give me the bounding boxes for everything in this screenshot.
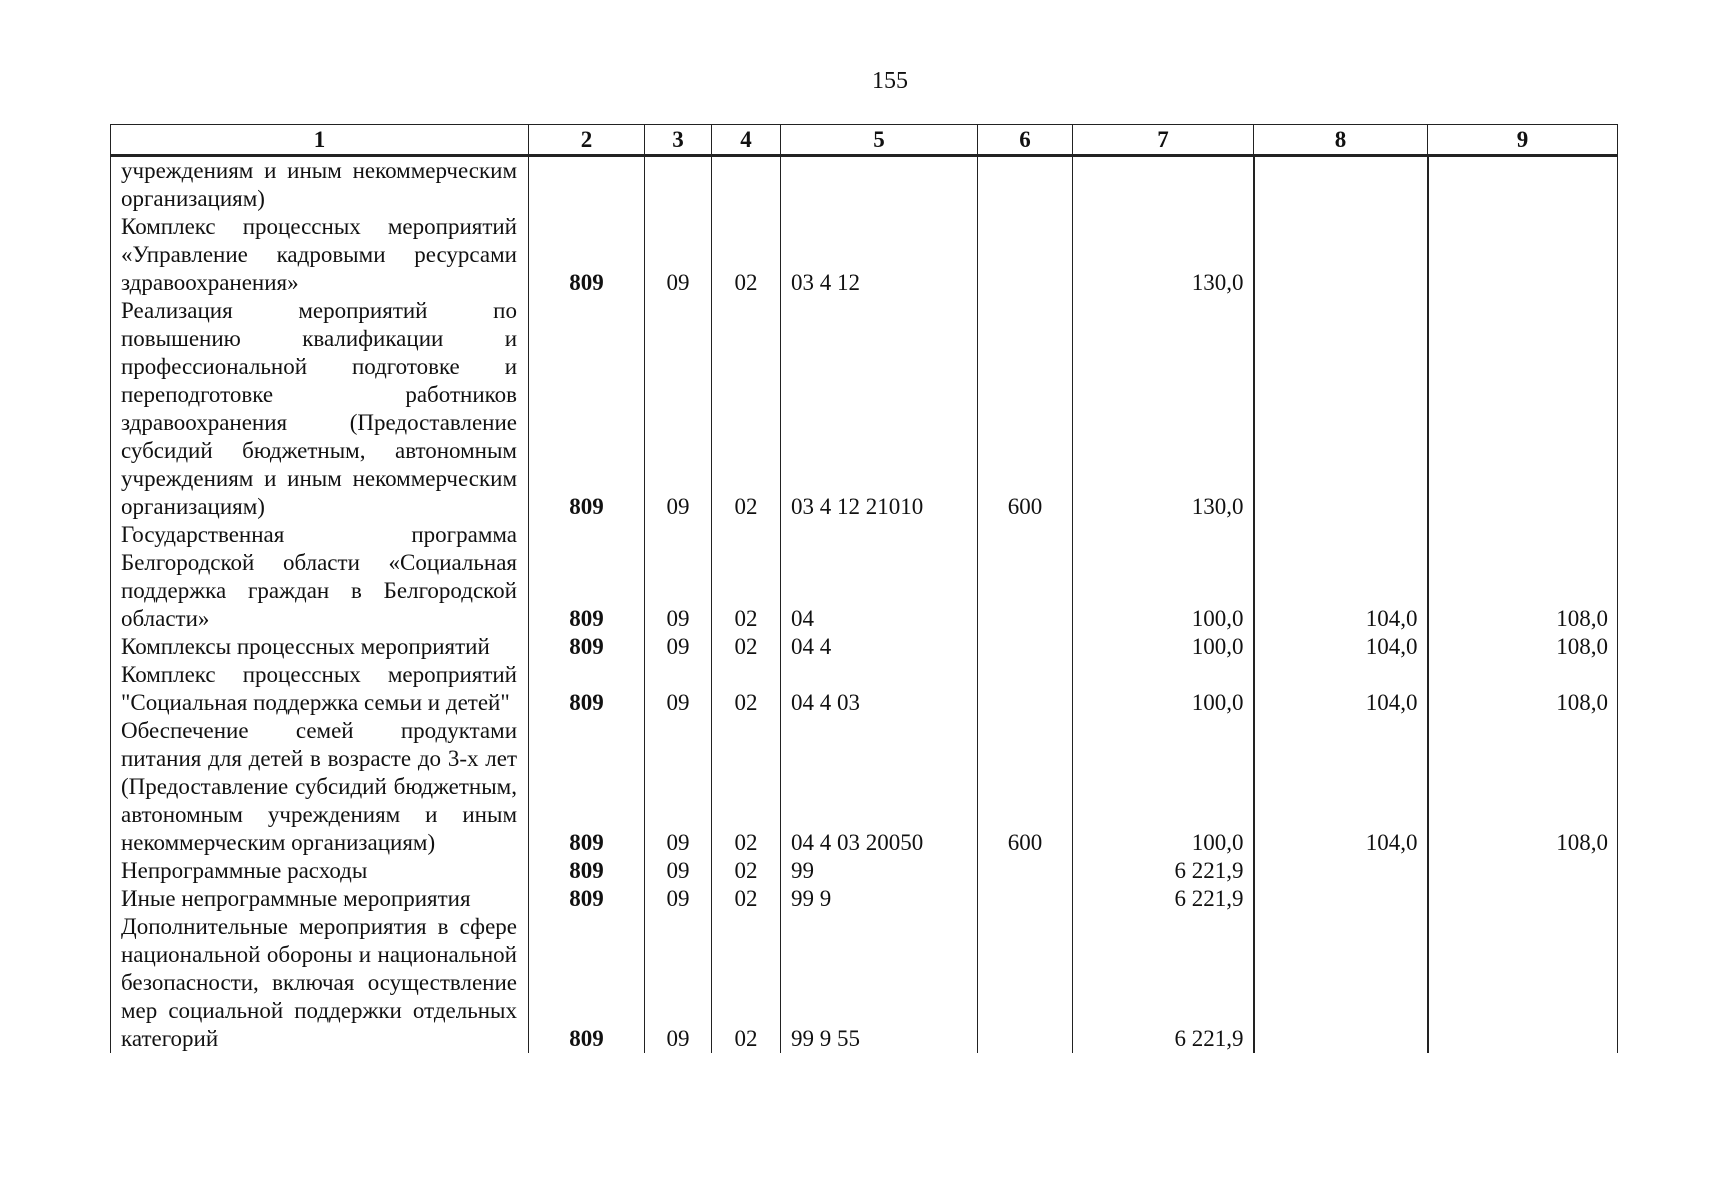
header-col-7: 7 (1073, 125, 1254, 156)
row-sum-2 (1254, 857, 1428, 885)
row-sum-1: 100,0 (1073, 717, 1254, 857)
row-sum-2 (1254, 297, 1428, 521)
row-grbs: 809 (529, 857, 645, 885)
row-pr: 02 (712, 885, 781, 913)
row-vr (978, 885, 1073, 913)
row-csr: 04 4 03 20050 (781, 717, 978, 857)
row-grbs: 809 (529, 717, 645, 857)
row-pr (712, 156, 781, 214)
row-pr: 02 (712, 857, 781, 885)
row-grbs: 809 (529, 885, 645, 913)
row-name: Комплекс процессных мероприятий «Управление кадровыми ресурсами здравоохранения» (111, 213, 529, 297)
row-name: Государственная программа Белгородской области «Социальная поддержка граждан в Белгородской области» (111, 521, 529, 633)
row-sum-3: 108,0 (1428, 717, 1618, 857)
row-sum-1: 6 221,9 (1073, 857, 1254, 885)
row-rz: 09 (645, 521, 712, 633)
row-rz (645, 156, 712, 214)
row-vr (978, 857, 1073, 885)
row-name: Комплексы процессных мероприятий (111, 633, 529, 661)
row-vr (978, 213, 1073, 297)
budget-table (110, 124, 1618, 1053)
row-name: Реализация мероприятий по повышению квалификации и профессиональной подготовке и переподготовке работников здравоохранения (Предоставление субсидий бюджетным, автономным учреждениям и иным некоммерческим организациям) (111, 297, 529, 521)
header-col-2: 2 (529, 125, 645, 156)
table-row (111, 717, 1618, 857)
row-sum-1: 100,0 (1073, 633, 1254, 661)
row-csr: 04 (781, 521, 978, 633)
row-rz: 09 (645, 913, 712, 1053)
row-csr: 04 4 03 (781, 661, 978, 717)
row-rz: 09 (645, 885, 712, 913)
row-rz: 09 (645, 213, 712, 297)
table-row (111, 633, 1618, 661)
row-sum-3: 108,0 (1428, 633, 1618, 661)
row-sum-2 (1254, 913, 1428, 1053)
row-sum-2: 104,0 (1254, 521, 1428, 633)
row-sum-3 (1428, 213, 1618, 297)
table-row (111, 521, 1618, 633)
row-vr: 600 (978, 297, 1073, 521)
row-rz: 09 (645, 633, 712, 661)
row-sum-1: 100,0 (1073, 661, 1254, 717)
table-row (111, 156, 1618, 214)
row-pr: 02 (712, 913, 781, 1053)
row-sum-2: 104,0 (1254, 633, 1428, 661)
row-csr: 99 9 (781, 885, 978, 913)
row-name: учреждениям и иным некоммерческим организациям) (111, 156, 529, 214)
header-col-3: 3 (645, 125, 712, 156)
row-name: Иные непрограммные мероприятия (111, 885, 529, 913)
row-vr (978, 913, 1073, 1053)
row-name: Непрограммные расходы (111, 857, 529, 885)
row-sum-1: 100,0 (1073, 521, 1254, 633)
page-number: 155 (872, 68, 908, 94)
row-sum-3 (1428, 885, 1618, 913)
row-sum-3 (1428, 913, 1618, 1053)
row-sum-2: 104,0 (1254, 661, 1428, 717)
row-grbs: 809 (529, 521, 645, 633)
row-vr (978, 633, 1073, 661)
row-csr (781, 156, 978, 214)
row-pr: 02 (712, 661, 781, 717)
row-sum-2 (1254, 156, 1428, 214)
table-row (111, 857, 1618, 885)
row-vr (978, 521, 1073, 633)
row-sum-1: 130,0 (1073, 297, 1254, 521)
table-row (111, 913, 1618, 1053)
row-pr: 02 (712, 213, 781, 297)
row-pr: 02 (712, 521, 781, 633)
row-rz: 09 (645, 297, 712, 521)
row-vr (978, 156, 1073, 214)
header-col-9: 9 (1428, 125, 1618, 156)
header-col-5: 5 (781, 125, 978, 156)
row-sum-2 (1254, 213, 1428, 297)
row-grbs: 809 (529, 913, 645, 1053)
row-rz: 09 (645, 857, 712, 885)
row-grbs: 809 (529, 661, 645, 717)
row-grbs: 809 (529, 633, 645, 661)
header-row (111, 125, 1618, 156)
row-csr: 99 9 55 (781, 913, 978, 1053)
row-name: Обеспечение семей продуктами питания для детей в возрасте до 3-х лет (Предоставление субсидий бюджетным, автономным учреждениям и иным некоммерческим организациям) (111, 717, 529, 857)
row-sum-3 (1428, 156, 1618, 214)
row-grbs (529, 156, 645, 214)
row-rz: 09 (645, 717, 712, 857)
table-row (111, 661, 1618, 717)
row-sum-1: 6 221,9 (1073, 913, 1254, 1053)
row-sum-2: 104,0 (1254, 717, 1428, 857)
row-csr: 03 4 12 21010 (781, 297, 978, 521)
row-name: Комплекс процессных мероприятий "Социальная поддержка семьи и детей" (111, 661, 529, 717)
row-sum-2 (1254, 885, 1428, 913)
row-rz: 09 (645, 661, 712, 717)
row-pr: 02 (712, 297, 781, 521)
header-col-4: 4 (712, 125, 781, 156)
row-grbs: 809 (529, 213, 645, 297)
row-sum-3: 108,0 (1428, 661, 1618, 717)
header-col-1: 1 (111, 125, 529, 156)
row-sum-1 (1073, 156, 1254, 214)
row-pr: 02 (712, 717, 781, 857)
row-sum-3: 108,0 (1428, 521, 1618, 633)
row-vr (978, 661, 1073, 717)
row-sum-3 (1428, 857, 1618, 885)
row-sum-1: 6 221,9 (1073, 885, 1254, 913)
table-row (111, 885, 1618, 913)
row-pr: 02 (712, 633, 781, 661)
row-vr: 600 (978, 717, 1073, 857)
header-col-6: 6 (978, 125, 1073, 156)
row-name: Дополнительные мероприятия в сфере национальной обороны и национальной безопасности, включая осуществление мер социальной поддержки отдельных категорий (111, 913, 529, 1053)
header-col-8: 8 (1254, 125, 1428, 156)
row-sum-3 (1428, 297, 1618, 521)
row-sum-1: 130,0 (1073, 213, 1254, 297)
row-grbs: 809 (529, 297, 645, 521)
table-row (111, 297, 1618, 521)
row-csr: 99 (781, 857, 978, 885)
row-csr: 03 4 12 (781, 213, 978, 297)
row-csr: 04 4 (781, 633, 978, 661)
table-row (111, 213, 1618, 297)
